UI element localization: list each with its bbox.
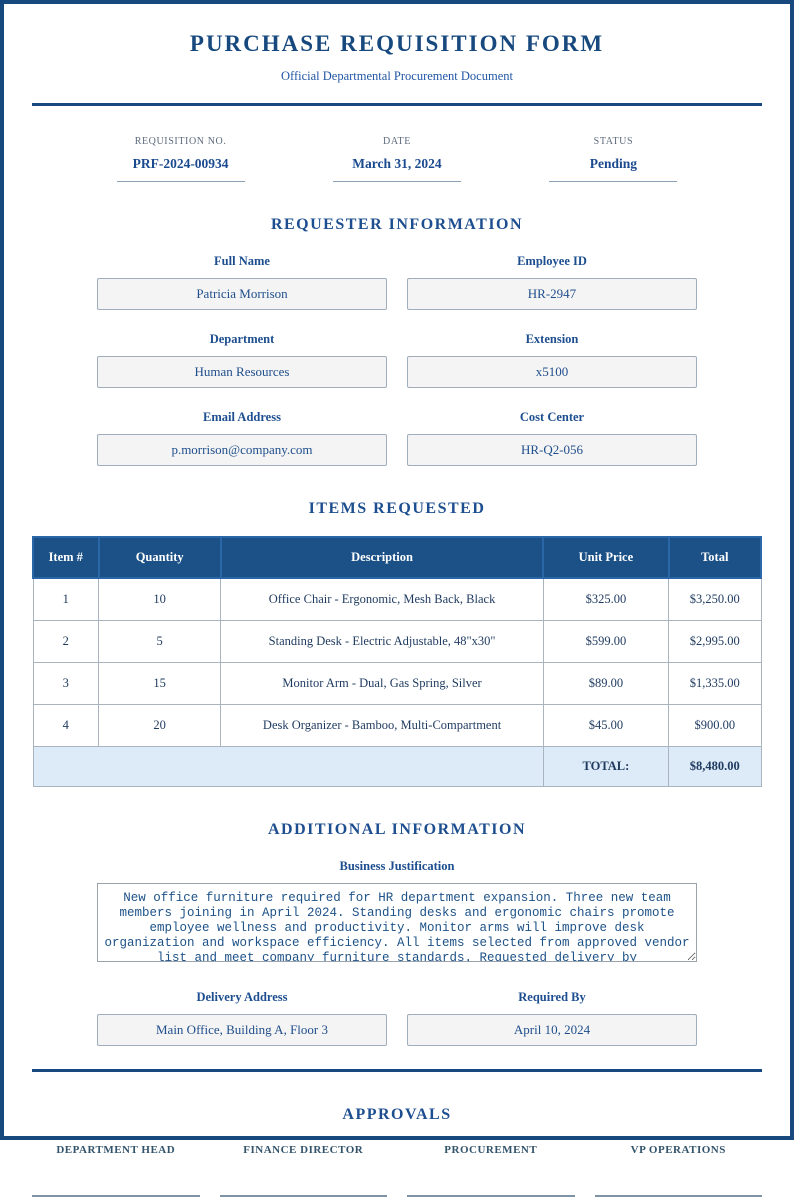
approval-role-label: VP OPERATIONS [630,1144,726,1156]
table-total-row [33,747,761,787]
quantity-cell: 5 [99,621,221,663]
email-label: Email Address [203,410,281,424]
table-row [33,621,761,663]
approvals-section-heading: APPROVALS [342,1106,452,1123]
approval-role-label: PROCUREMENT [444,1144,538,1156]
status-badge [507,136,720,182]
approvals-row [32,1144,762,1197]
header-divider [32,103,762,106]
unit-price-cell: $325.00 [543,578,668,621]
extension-input[interactable] [407,356,697,388]
grand-total-label: TOTAL: [543,747,668,787]
quantity-cell: 15 [99,663,221,705]
description-cell: Monitor Arm - Dual, Gas Spring, Silver [221,663,544,705]
approval-procurement [407,1144,575,1197]
email-field [97,410,387,466]
unit-price-cell: $45.00 [543,705,668,747]
table-row [33,663,761,705]
description-cell: Desk Organizer - Bamboo, Multi-Compartment [221,705,544,747]
col-header-unit-price: Unit Price [543,537,668,578]
page-subtitle: Official Departmental Procurement Document [281,69,513,83]
required-by-field [407,990,697,1046]
item-number-cell: 4 [33,705,99,747]
delivery-address-input[interactable] [97,1014,387,1046]
item-number-cell: 1 [33,578,99,621]
additional-section-heading: ADDITIONAL INFORMATION [267,821,527,838]
quantity-cell: 20 [99,705,221,747]
total-cell: $2,995.00 [669,621,761,663]
total-cell: $1,335.00 [669,663,761,705]
department-field [97,332,387,388]
requisition-number-value: PRF-2024-00934 [117,156,245,182]
status-value: Pending [549,156,677,182]
col-header-description: Description [221,537,544,578]
grand-total-value: $8,480.00 [669,747,761,787]
item-number-cell: 2 [33,621,99,663]
delivery-fields [97,990,697,1046]
approval-finance-director [220,1144,388,1197]
status-label: STATUS [593,136,634,147]
cost-center-label: Cost Center [519,410,585,424]
approval-vp-operations [595,1144,763,1197]
unit-price-cell: $599.00 [543,621,668,663]
approvals-divider [32,1069,762,1072]
form-date [290,136,503,182]
col-header-total: Total [669,537,761,578]
unit-price-cell: $89.00 [543,663,668,705]
cost-center-field [407,410,697,466]
form-date-value: March 31, 2024 [333,156,461,182]
col-header-item: Item # [33,537,99,578]
employee-id-label: Employee ID [517,254,587,268]
col-header-quantity: Quantity [99,537,221,578]
business-justification-textarea[interactable] [97,883,697,962]
form-meta [74,136,720,182]
cost-center-input[interactable] [407,434,697,466]
items-section-heading: ITEMS REQUESTED [308,500,486,517]
full-name-label: Full Name [214,254,270,268]
full-name-input[interactable] [97,278,387,310]
required-by-input[interactable] [407,1014,697,1046]
extension-label: Extension [525,332,579,346]
page-title: PURCHASE REQUISITION FORM [189,31,605,56]
delivery-address-label: Delivery Address [196,990,288,1004]
form-date-label: DATE [383,136,411,147]
items-table-header-row [33,537,761,578]
full-name-field [97,254,387,310]
approval-role-label: FINANCE DIRECTOR [243,1144,364,1156]
quantity-cell: 10 [99,578,221,621]
approval-role-label: DEPARTMENT HEAD [56,1144,176,1156]
department-input[interactable] [97,356,387,388]
items-table [32,536,762,787]
description-cell: Standing Desk - Electric Adjustable, 48"x30" [221,621,544,663]
total-row-spacer [33,747,543,787]
table-row [33,705,761,747]
item-number-cell: 3 [33,663,99,705]
delivery-address-field [97,990,387,1046]
table-row [33,578,761,621]
approval-department-head [32,1144,200,1197]
email-input[interactable] [97,434,387,466]
total-cell: $3,250.00 [669,578,761,621]
description-cell: Office Chair - Ergonomic, Mesh Back, Black [221,578,544,621]
required-by-label: Required By [518,990,586,1004]
requisition-number [74,136,287,182]
requester-section-heading: REQUESTER INFORMATION [270,216,524,233]
requisition-number-label: REQUISITION NO. [134,136,227,147]
employee-id-input[interactable] [407,278,697,310]
extension-field [407,332,697,388]
requester-fields [97,254,697,466]
business-justification-label: Business Justification [339,859,455,873]
employee-id-field [407,254,697,310]
department-label: Department [209,332,275,346]
total-cell: $900.00 [669,705,761,747]
